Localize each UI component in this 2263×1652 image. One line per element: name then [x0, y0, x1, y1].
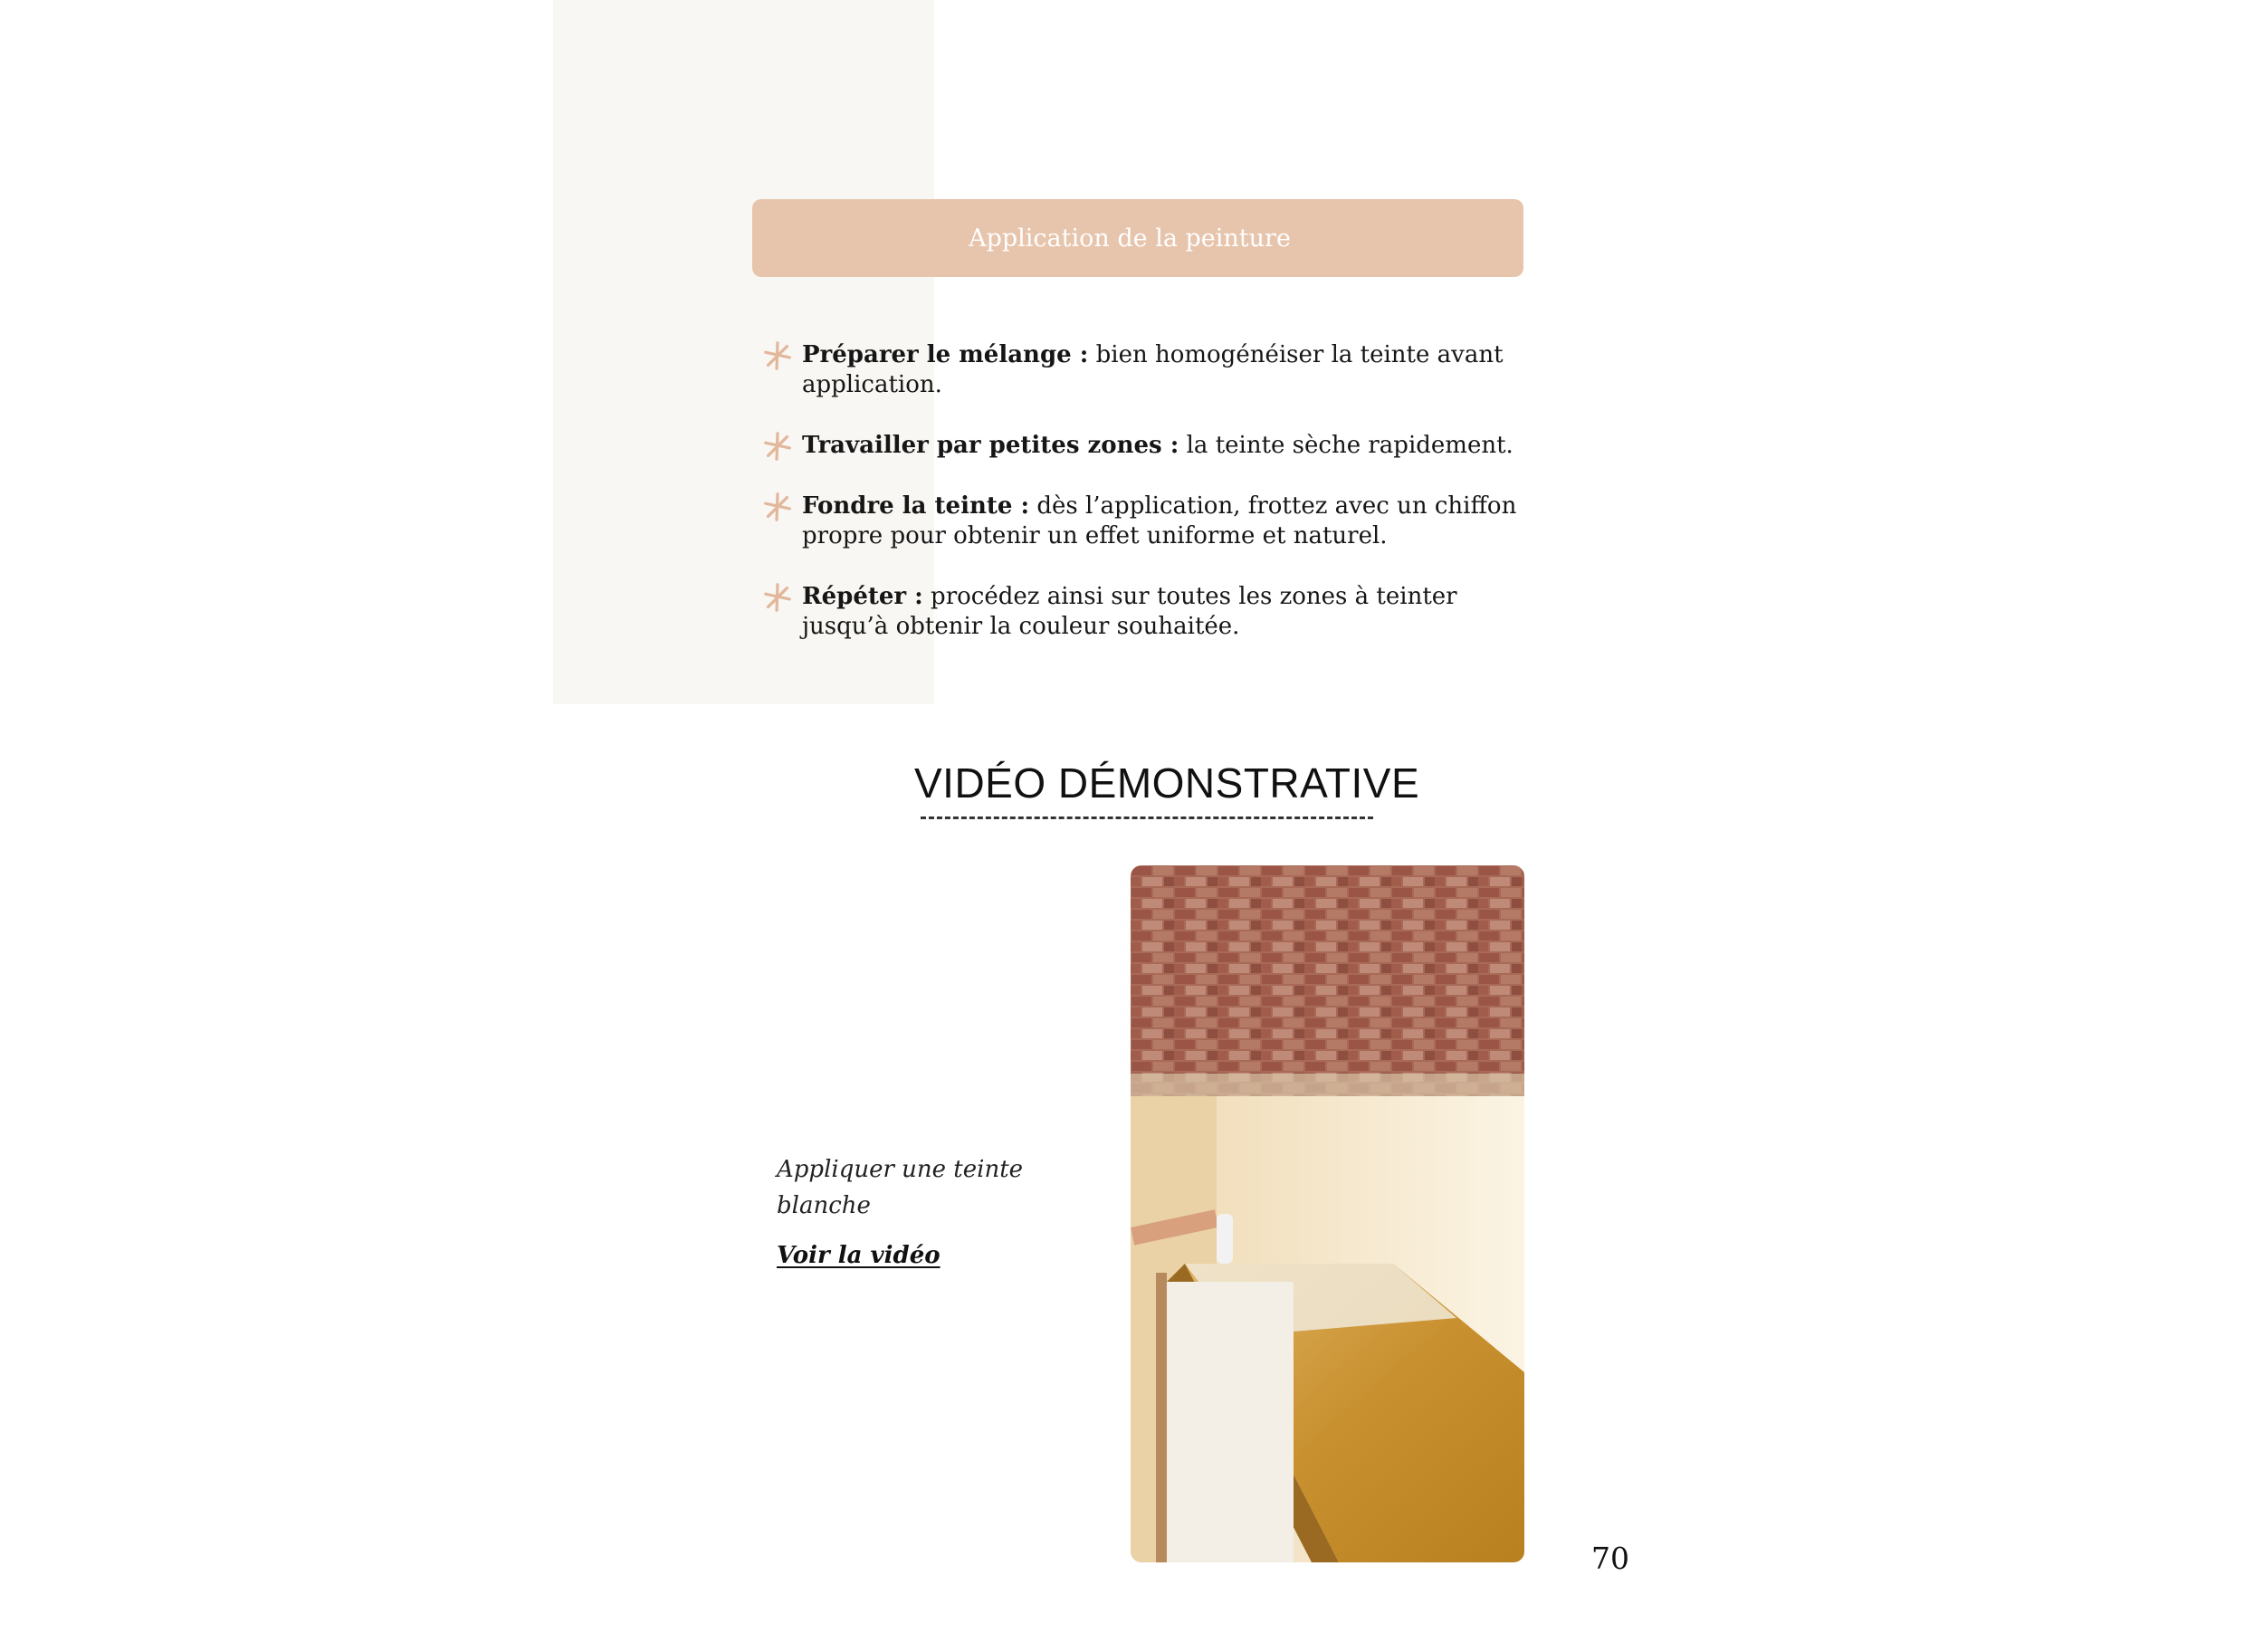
video-thumbnail-image[interactable] — [1131, 865, 1524, 1562]
watch-video-link[interactable]: Voir la vidéo — [777, 1242, 941, 1269]
asterisk-star-icon — [760, 580, 795, 615]
step-text — [802, 340, 1525, 400]
step-text — [802, 492, 1525, 551]
step-term: Répéter : — [802, 583, 923, 610]
section-header-bar — [752, 199, 1523, 277]
section-header-title: Application de la peinture — [969, 224, 1291, 253]
step-description: bien homogénéiser la teinte avant application. — [802, 341, 1504, 398]
step-text — [802, 431, 1525, 461]
video-section-title: VIDÉO DÉMONSTRATIVE — [914, 759, 1420, 807]
step-text — [802, 582, 1525, 642]
step-term: Préparer le mélange : — [802, 341, 1089, 368]
step-term: Travailler par petites zones : — [802, 432, 1179, 459]
list-item — [760, 492, 1525, 551]
step-description: dès l’application, frottez avec un chiffon propre pour obtenir un effet uniforme et naturel. — [802, 492, 1517, 549]
steps-list — [760, 340, 1525, 673]
step-term: Fondre la teinte : — [802, 492, 1030, 520]
asterisk-star-icon — [760, 490, 795, 524]
asterisk-star-icon — [760, 339, 795, 373]
list-item — [760, 340, 1525, 400]
step-description: la teinte sèche rapidement. — [1179, 432, 1513, 459]
dashed-underline — [921, 816, 1373, 819]
list-item — [760, 582, 1525, 642]
asterisk-star-icon — [760, 429, 795, 463]
video-caption: Appliquer une teinte blanche — [777, 1156, 1024, 1219]
page-number: 70 — [1591, 1541, 1629, 1576]
list-item — [760, 431, 1525, 461]
step-description: procédez ainsi sur toutes les zones à teinter jusqu’à obtenir la couleur souhaitée. — [802, 583, 1457, 640]
